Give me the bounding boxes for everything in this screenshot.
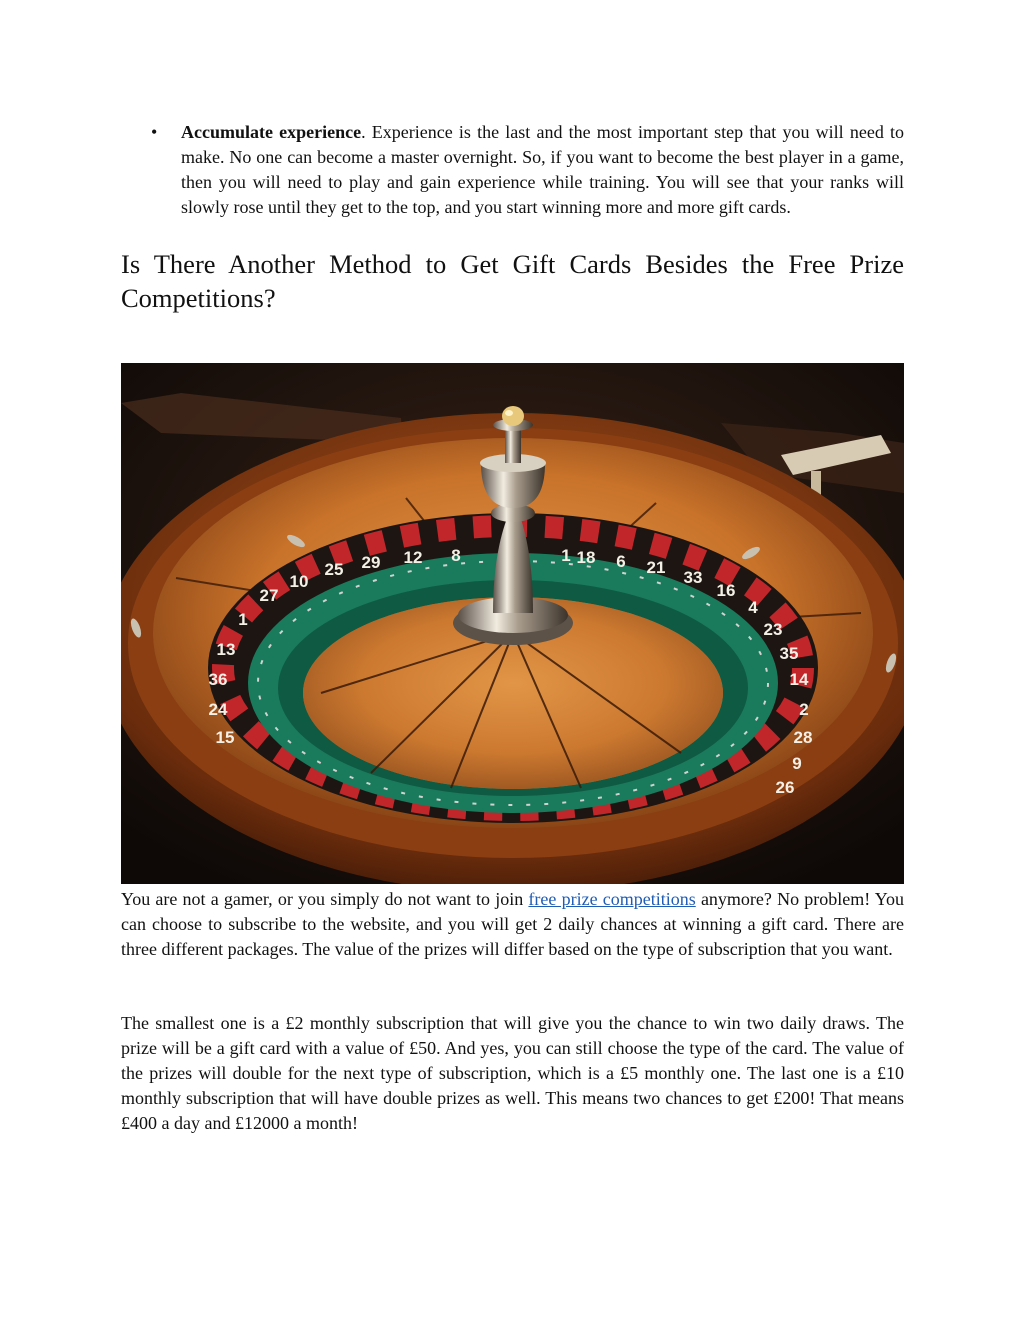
wheel-number: 1 xyxy=(238,610,248,629)
roulette-wheel-image xyxy=(121,363,904,884)
bullet-dot: • xyxy=(151,122,158,142)
wheel-number: 14 xyxy=(789,670,809,689)
paragraph-2: The smallest one is a £2 monthly subscription that will give you the chance to win two daily draws. The prize will be a gift card with a value of £50. And yes, you can still choose the type of the card. The value of the prizes will double for the next type of subscription, which is a £5 monthly one. The last one is a £10 monthly subscription that will have double prizes as well. This means two chances to get £200! That means £400 a day and £12000 a month! xyxy=(121,1013,904,1133)
wheel-number: 28 xyxy=(793,728,813,747)
wheel-number: 23 xyxy=(763,620,783,639)
wheel-number: 18 xyxy=(576,548,596,567)
para1-text-before: You are not a gamer, or you simply do not want to join xyxy=(121,889,529,909)
wheel-number: 15 xyxy=(215,728,235,747)
para1-text-after: anymore? No problem! You can choose to subscribe to the website, and you will get 2 daily chances at winning a gift card. There are three different packages. The value of the prizes will differ based on the type of subscription that you want. xyxy=(121,889,904,959)
wheel-number: 33 xyxy=(683,568,703,587)
wheel-number: 29 xyxy=(361,553,381,572)
wheel-number: 2 xyxy=(799,700,809,719)
wheel-number: 35 xyxy=(779,644,799,663)
wheel-number: 36 xyxy=(208,670,228,689)
bullet-item xyxy=(121,120,904,220)
bullet-text: . Experience is the last and the most important step that you will need to make. No one can become a master overnight. So, if you want to become the best player in a game, then you will need to play and gain experience while training. You will see that your ranks will slowly rose until they get to the top, and you start winning more and more gift cards. xyxy=(181,122,904,217)
wheel-number: 24 xyxy=(208,700,228,719)
wheel-number: 27 xyxy=(259,586,279,605)
bullet-term: Accumulate experience xyxy=(181,122,362,142)
wheel-number: 25 xyxy=(324,560,344,579)
document-page xyxy=(121,120,904,315)
wheel-number: 4 xyxy=(748,598,758,617)
wheel-number: 21 xyxy=(646,558,666,577)
wheel-number: 16 xyxy=(716,581,736,600)
wheel-number: 1 xyxy=(561,546,571,565)
section-heading: Is There Another Method to Get Gift Cards Besides the Free Prize Competitions? xyxy=(121,249,904,313)
wheel-number: 9 xyxy=(792,754,802,773)
wheel-number: 13 xyxy=(216,640,236,659)
wheel-number: 12 xyxy=(403,548,423,567)
paragraph-1 xyxy=(121,887,904,962)
wheel-number: 8 xyxy=(451,546,461,565)
free-prize-competitions-link[interactable]: free prize competitions xyxy=(528,889,696,909)
wheel-number: 10 xyxy=(289,572,309,591)
wheel-number: 6 xyxy=(616,552,626,571)
wheel-number: 26 xyxy=(775,778,795,797)
